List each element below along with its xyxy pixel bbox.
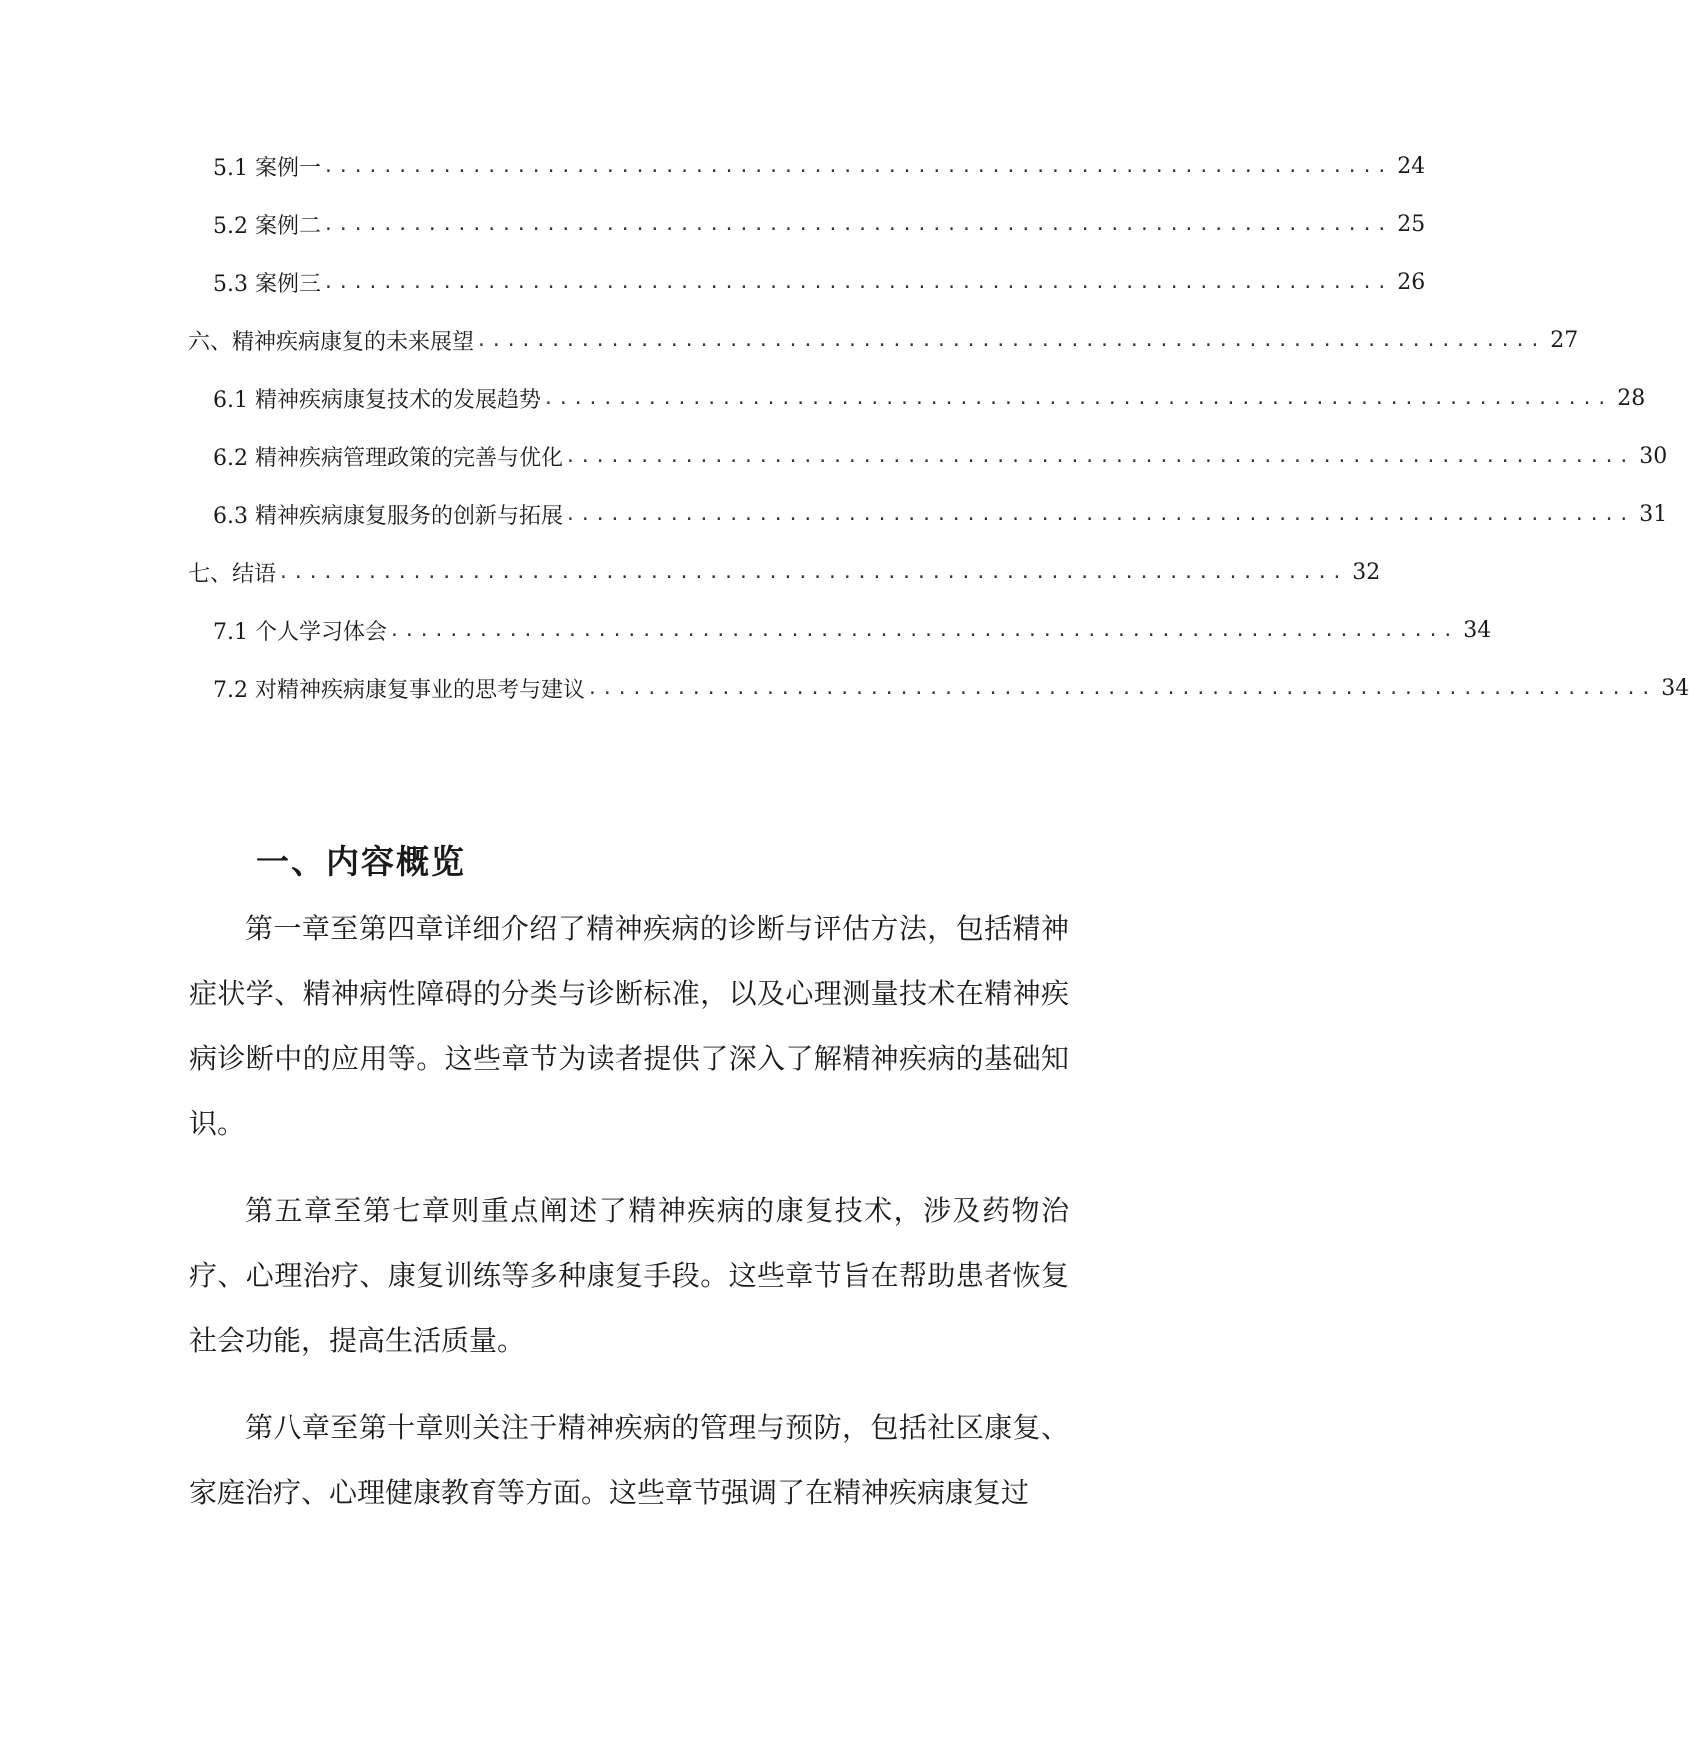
toc-page-number: 32 xyxy=(1352,559,1381,585)
toc-page-number: 24 xyxy=(1397,153,1426,179)
toc-page-number: 25 xyxy=(1397,211,1426,237)
toc-entry[interactable] xyxy=(213,378,1646,418)
toc-entry-title: 七、结语 xyxy=(188,561,277,587)
paragraph: 第八章至第十章则关注于精神疾病的管理与预防，包括社区康复、家庭治疗、心理健康教育等方面。这些章节强调了在精神疾病康复过 xyxy=(189,1411,1069,1509)
toc-entry-title: 5.3 案例三 xyxy=(213,271,322,297)
toc-leader-dots: ........................................................................ xyxy=(587,678,1656,699)
toc-page-number: 34 xyxy=(1661,675,1689,701)
toc-leader-dots: ........................................................................ xyxy=(565,446,1634,467)
toc-page-number: 26 xyxy=(1397,269,1426,295)
toc-leader-dots: ........................................................................ xyxy=(323,214,1392,235)
toc-leader-dots: ........................................................................ xyxy=(389,620,1458,641)
toc-leader-dots: ........................................................................ xyxy=(565,504,1634,525)
toc-entry[interactable] xyxy=(188,320,1579,360)
toc-entry[interactable] xyxy=(213,494,1668,534)
toc-entry-title: 7.1 个人学习体会 xyxy=(213,619,388,645)
paragraph: 第一章至第四章详细介绍了精神疾病的诊断与评估方法，包括精神症状学、精神病性障碍的分类与诊断标准，以及心理测量技术在精神疾病诊断中的应用等。这些章节为读者提供了深入了解精神疾病的基础知识。 xyxy=(189,912,1069,1140)
toc-entry-title: 6.1 精神疾病康复技术的发展趋势 xyxy=(213,387,542,413)
toc-entry[interactable] xyxy=(188,552,1381,592)
toc-entry-title: 六、精神疾病康复的未来展望 xyxy=(188,329,475,355)
toc-leader-dots: ........................................................................ xyxy=(323,272,1392,293)
toc-entry[interactable] xyxy=(213,610,1492,650)
toc-entry-title: 6.2 精神疾病管理政策的完善与优化 xyxy=(213,445,564,471)
paragraph: 第五章至第七章则重点阐述了精神疾病的康复技术，涉及药物治疗、心理治疗、康复训练等多种康复手段。这些章节旨在帮助患者恢复社会功能，提高生活质量。 xyxy=(189,1194,1069,1357)
toc-leader-dots: ........................................................................ xyxy=(278,562,1347,583)
toc-entry[interactable] xyxy=(213,668,1689,708)
toc-entry-title: 5.1 案例一 xyxy=(213,155,322,181)
toc-entry[interactable] xyxy=(213,436,1668,476)
section-body xyxy=(189,896,1069,1547)
toc-leader-dots: ........................................................................ xyxy=(543,388,1612,409)
toc-entry[interactable] xyxy=(213,204,1426,244)
toc-leader-dots: ........................................................................ xyxy=(323,156,1392,177)
section-heading: 一、内容概览 xyxy=(256,842,466,881)
toc-page-number: 31 xyxy=(1639,501,1668,527)
toc-entry[interactable] xyxy=(213,262,1426,302)
toc-entry[interactable] xyxy=(213,146,1426,186)
toc-leader-dots: ........................................................................ xyxy=(476,330,1545,351)
toc-page-number: 34 xyxy=(1463,617,1492,643)
toc-page-number: 27 xyxy=(1550,327,1579,353)
toc-entry-title: 6.3 精神疾病康复服务的创新与拓展 xyxy=(213,503,564,529)
toc-entry-title: 7.2 对精神疾病康复事业的思考与建议 xyxy=(213,677,586,703)
toc-page-number: 28 xyxy=(1617,385,1646,411)
toc-entry-title: 5.2 案例二 xyxy=(213,213,322,239)
toc-page-number: 30 xyxy=(1639,443,1668,469)
